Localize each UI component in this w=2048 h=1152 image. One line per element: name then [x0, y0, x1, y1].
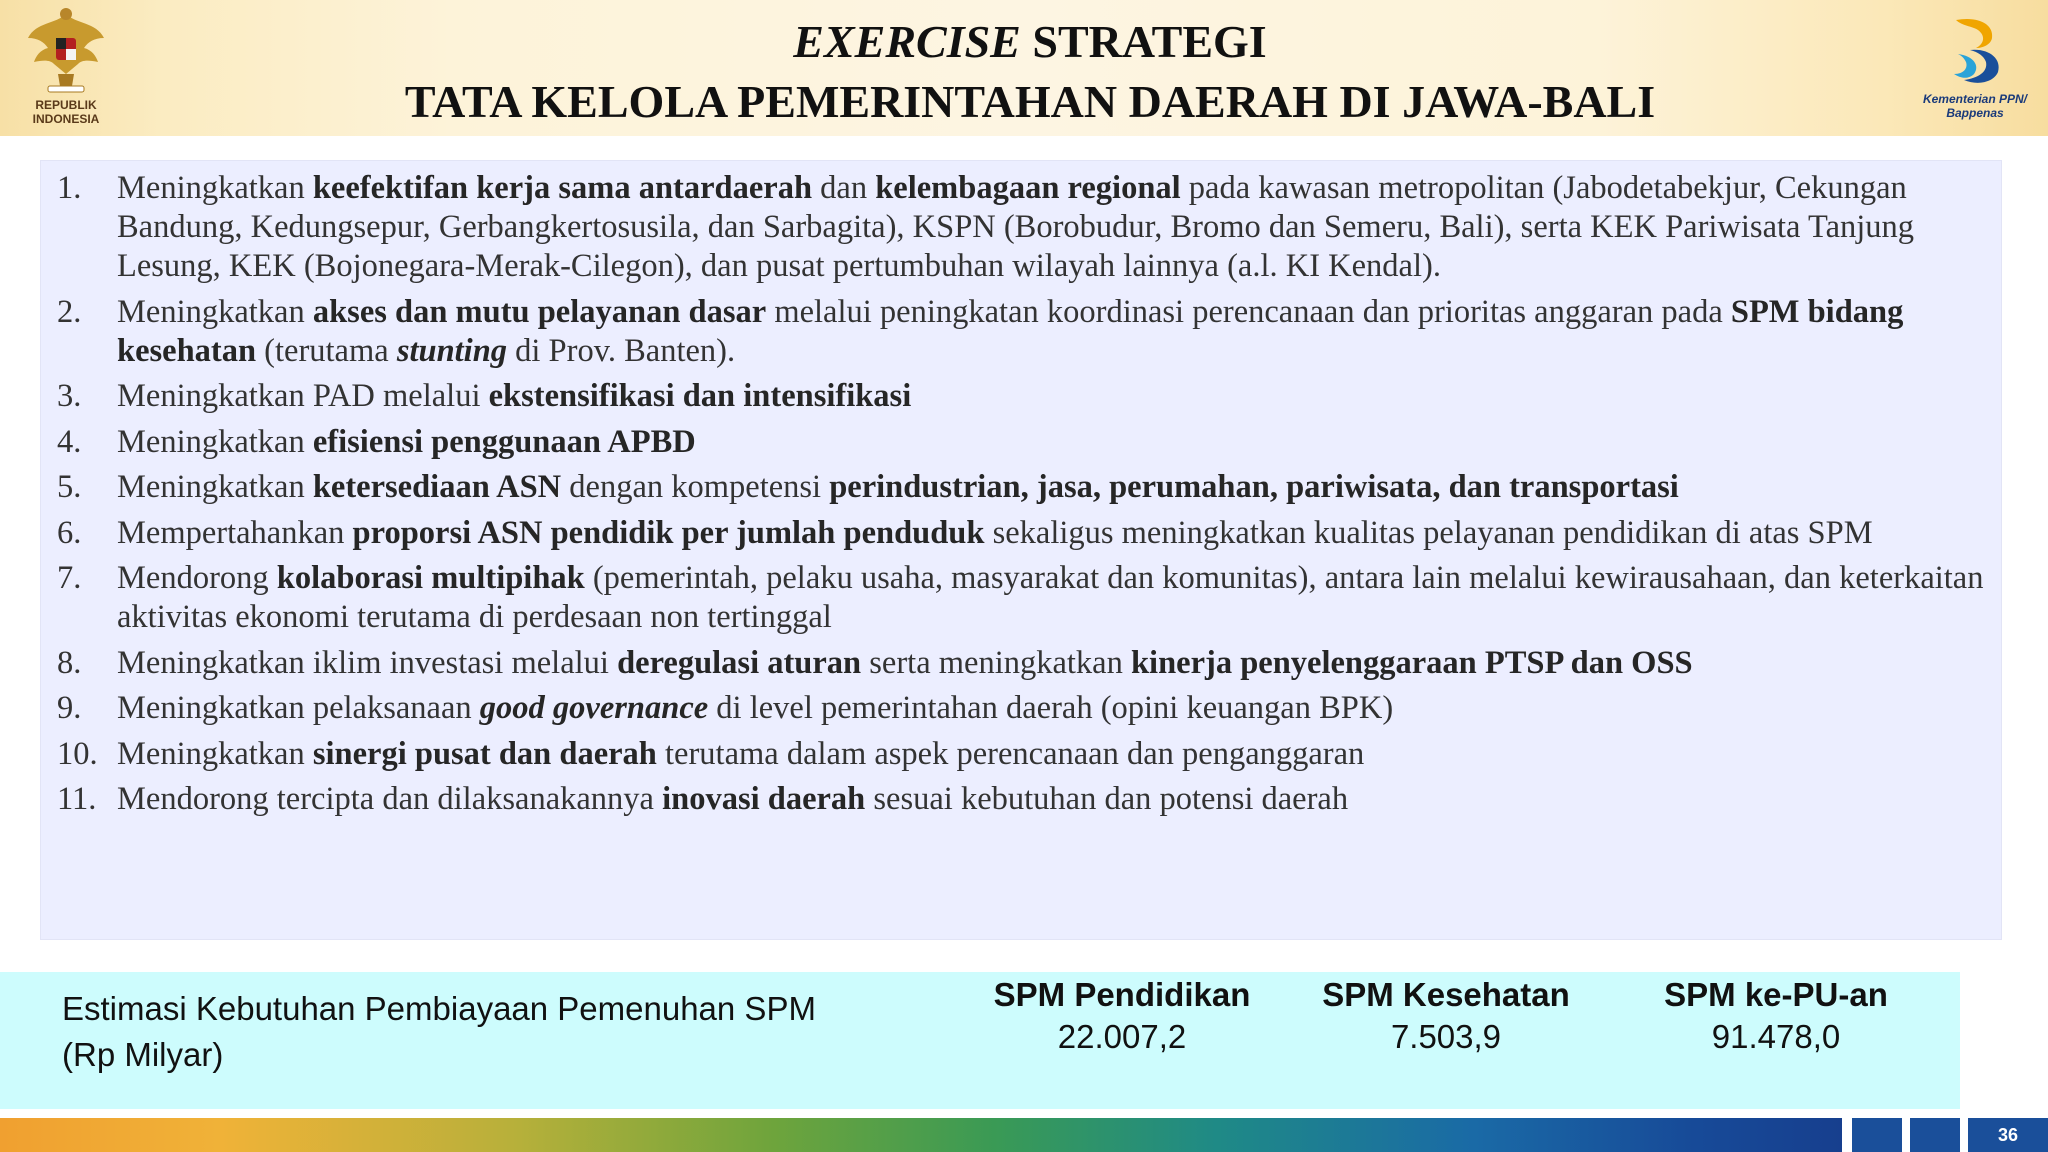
strategy-item [57, 780, 1987, 819]
strategy-text-segment: serta meningkatkan [861, 644, 1131, 681]
strategy-item [57, 514, 1987, 553]
strategy-emphasis: efisiensi penggunaan APBD [312, 423, 696, 460]
spm-description [62, 986, 922, 1078]
caption-line: REPUBLIK [35, 98, 97, 112]
strategy-list [57, 169, 1987, 826]
spm-description-unit: (Rp Milyar) [62, 1036, 224, 1073]
strategy-text-segment: sekaligus meningkatkan kualitas pelayanan pendidikan di atas SPM [984, 514, 1873, 551]
title-line-1 [300, 12, 1760, 72]
strategy-number: 10. [57, 735, 98, 772]
garuda-emblem-icon [26, 4, 106, 96]
bappenas-emblem-icon [1948, 14, 2004, 86]
strategy-emphasis: good governance [479, 690, 709, 726]
spm-pendidikan [972, 972, 1272, 1056]
republik-indonesia-caption [20, 98, 112, 126]
strategy-text-segment: sesuai kebutuhan dan potensi daerah [865, 781, 1349, 817]
title-line-1-rest: STRATEGI [1020, 16, 1267, 67]
strategy-text-segment: Mendorong [117, 560, 277, 596]
footer-gradient-bar [0, 1118, 1842, 1152]
strategy-item [57, 423, 1987, 462]
strategy-item [57, 735, 1987, 774]
strategy-emphasis: inovasi daerah [662, 781, 866, 817]
strategy-text-segment: dan [812, 170, 876, 206]
strategy-text [117, 377, 1987, 416]
strategy-emphasis: ketersediaan ASN [312, 469, 562, 505]
strategy-number: 9. [57, 690, 82, 726]
page-title [300, 12, 1760, 132]
strategy-emphasis: ekstensifikasi dan intensifikasi [488, 378, 912, 414]
strategy-emphasis: keefektifan kerja sama antardaerah [312, 170, 813, 206]
strategy-text [117, 780, 1987, 819]
bappenas-caption [1910, 92, 2040, 120]
strategy-number: 1. [57, 170, 82, 206]
strategy-text-segment: dengan kompetensi [561, 469, 830, 505]
strategy-text-segment: Mempertahankan [117, 514, 353, 551]
strategy-emphasis: kinerja penyelenggaraan PTSP dan OSS [1130, 644, 1693, 681]
strategy-text-segment: Meningkatkan [117, 423, 313, 460]
strategy-number: 11. [57, 781, 97, 817]
strategy-text-segment: Meningkatkan pelaksanaan [117, 690, 480, 726]
strategy-number: 8. [57, 644, 82, 681]
strategy-text-segment: Mendorong tercipta dan dilaksanakannya [117, 781, 663, 817]
spm-pu [1626, 972, 1926, 1056]
strategy-item [57, 468, 1987, 507]
strategy-emphasis: akses dan mutu pelayanan dasar [312, 293, 767, 330]
strategy-emphasis: deregulasi aturan [617, 644, 862, 681]
strategy-panel [40, 160, 2002, 940]
strategy-text-segment: Meningkatkan [117, 293, 313, 330]
spm-kesehatan-value: 7.503,9 [1390, 1018, 1502, 1055]
strategy-text-segment: (pemerintah, pelaku usaha, masyarakat dan komunitas), antara lain melalui kewirausahaan, dan keterkaitan aktivitas ekonomi terutama di perdesaan non tertinggal [117, 560, 1984, 635]
garuda-pancasila-logo [20, 4, 112, 126]
spm-pu-value: 91.478,0 [1711, 1018, 1841, 1055]
spm-pendidikan-value: 22.007,2 [1057, 1018, 1187, 1055]
strategy-text-segment: di level pemerintahan daerah (opini keuangan BPK) [708, 690, 1394, 726]
strategy-text-segment: melalui peningkatan koordinasi perencanaan dan prioritas anggaran pada [766, 293, 1731, 330]
strategy-text [117, 689, 1987, 728]
title-line-2: TATA KELOLA PEMERINTAHAN DAERAH DI JAWA-BALI [404, 76, 1656, 127]
strategy-item [57, 377, 1987, 416]
strategy-number: 6. [57, 514, 82, 551]
spm-pu-label: SPM ke-PU-an [1664, 976, 1888, 1013]
caption-line: Bappenas [1946, 106, 2004, 120]
slide-header [0, 0, 2048, 136]
strategy-emphasis: kelembagaan regional [875, 170, 1181, 206]
strategy-text-segment: Meningkatkan [117, 735, 313, 772]
strategy-text [117, 468, 1987, 507]
strategy-emphasis: sinergi pusat dan daerah [312, 735, 657, 772]
strategy-text [117, 644, 1987, 683]
spm-kesehatan-label: SPM Kesehatan [1322, 976, 1570, 1013]
spm-pendidikan-label: SPM Pendidikan [993, 976, 1251, 1013]
strategy-number: 7. [57, 560, 82, 596]
strategy-text [117, 423, 1987, 462]
strategy-text [117, 514, 1987, 553]
strategy-emphasis: stunting [396, 332, 508, 369]
strategy-number: 5. [57, 469, 82, 505]
strategy-emphasis: SPM bidang kesehatan [117, 293, 1904, 369]
strategy-text [117, 293, 1987, 371]
strategy-text-segment: terutama dalam aspek perencanaan dan penganggaran [656, 735, 1365, 772]
strategy-text-segment: Meningkatkan iklim investasi melalui [117, 644, 618, 681]
title-italic-word: EXERCISE [793, 16, 1021, 67]
strategy-emphasis: kolaborasi multipihak [276, 560, 585, 596]
strategy-text-segment: (terutama [256, 332, 397, 369]
strategy-number: 4. [57, 423, 82, 460]
strategy-text [117, 559, 1987, 637]
strategy-text [117, 735, 1987, 774]
strategy-emphasis: perindustrian, jasa, perumahan, pariwisata, dan transportasi [829, 469, 1679, 505]
strategy-item [57, 689, 1987, 728]
page-number: 36 [1968, 1118, 2048, 1152]
strategy-number: 3. [57, 378, 82, 414]
spm-kesehatan [1296, 972, 1596, 1056]
caption-line: INDONESIA [32, 112, 100, 126]
strategy-text-segment: Meningkatkan PAD melalui [117, 378, 489, 414]
strategy-item [57, 293, 1987, 371]
strategy-text-segment: di Prov. Banten). [507, 332, 736, 369]
strategy-item [57, 644, 1987, 683]
strategy-text [117, 169, 1987, 286]
strategy-number: 2. [57, 293, 82, 330]
strategy-emphasis: proporsi ASN pendidik per jumlah penduduk [352, 514, 985, 551]
strategy-text-segment: Meningkatkan [117, 170, 313, 206]
spm-description-line: Estimasi Kebutuhan Pembiayaan Pemenuhan SPM [62, 990, 816, 1027]
footer-block [1910, 1118, 1960, 1152]
strategy-item [57, 559, 1987, 637]
bappenas-logo [1910, 14, 2040, 124]
caption-line: Kementerian PPN/ [1922, 92, 2028, 106]
strategy-text-segment: Meningkatkan [117, 469, 313, 505]
footer-block [1852, 1118, 1902, 1152]
strategy-item [57, 169, 1987, 286]
strategy-text-segment: pada kawasan metropolitan (Jabodetabekjur, Cekungan Bandung, Kedungsepur, Gerbangkertosusila, dan Sarbagita), KSPN (Borobudur, Bromo dan Semeru, Bali), serta KEK Pariwisata Tanjung Lesung, KEK (Bojonegara-Merak-Cilegon), dan pusat pertumbuhan wilayah lainnya (a.l. KI Kendal). [117, 170, 1915, 284]
spm-estimate-band [0, 972, 1960, 1109]
